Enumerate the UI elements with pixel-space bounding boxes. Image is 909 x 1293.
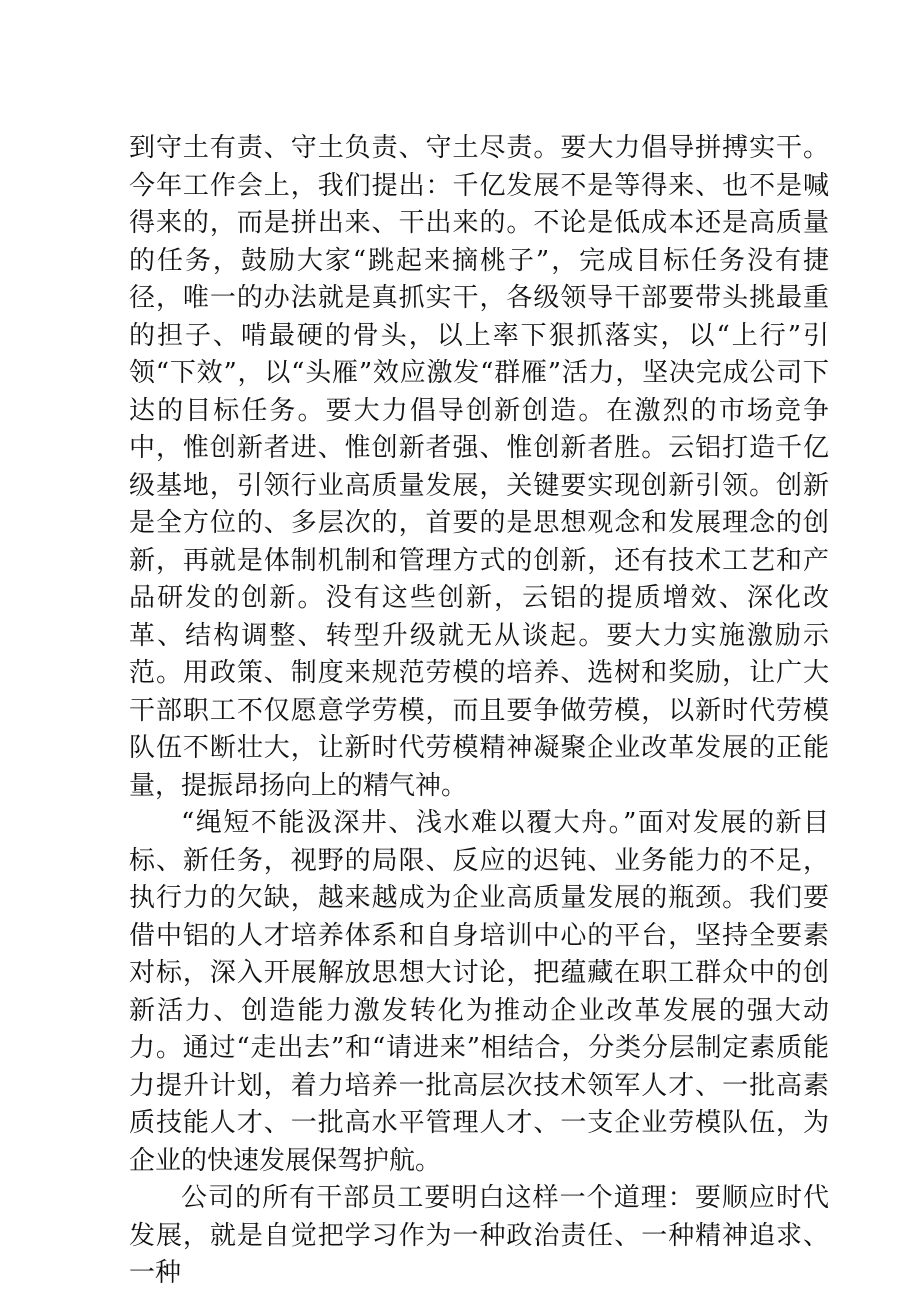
paragraph-1: 到守土有责、守土负责、守土尽责。要大力倡导拼搏实干。今年工作会上，我们提出：千亿发展不是等得来、也不是喊得来的，而是拼出来、干出来的。不论是低成本还是高质量的任务，鼓励大家“跳起来摘桃子”，完成目标任务没有捷径，唯一的办法就是真抓实干，各级领导干部要带头挑最重的担子、啃最硬的骨头，以上率下狠抓落实，以“上行”引领“下效”，以“头雁”效应激发“群雁”活力，坚决完成公司下达的目标任务。要大力倡导创新创造。在激烈的市场竞争中，惟创新者进、惟创新者强、惟创新者胜。云铝打造千亿级基地，引领行业高质量发展，关键要实现创新引领。创新是全方位的、多层次的，首要的是思想观念和发展理念的创新，再就是体制机制和管理方式的创新，还有技术工艺和产品研发的创新。没有这些创新，云铝的提质增效、深化改革、结构调整、转型升级就无从谈起。要大力实施激励示范。用政策、制度来规范劳模的培养、选树和奖励，让广大干部职工不仅愿意学劳模，而且要争做劳模，以新时代劳模队伍不断壮大，让新时代劳模精神凝聚企业改革发展的正能量，提振昂扬向上的精气神。 [129, 133, 829, 801]
paragraph-3: 公司的所有干部员工要明白这样一个道理：要顺应时代发展，就是自觉把学习作为一种政治责任、一种精神追求、一种 [129, 1183, 829, 1288]
paragraph-2: “绳短不能汲深井、浅水难以覆大舟。”面对发展的新目标、新任务，视野的局限、反应的迟钝、业务能力的不足，执行力的欠缺，越来越成为企业高质量发展的瓶颈。我们要借中铝的人才培养体系和自身培训中心的平台，坚持全要素对标，深入开展解放思想大讨论，把蕴藏在职工群众中的创新活力、创造能力激发转化为推动企业改革发展的强大动力。通过“走出去”和“请进来”相结合，分类分层制定素质能力提升计划，着力培养一批高层次技术领军人才、一批高素质技能人才、一批高水平管理人才、一支企业劳模队伍，为企业的快速发展保驾护航。 [129, 808, 829, 1176]
body-text [129, 130, 829, 1293]
